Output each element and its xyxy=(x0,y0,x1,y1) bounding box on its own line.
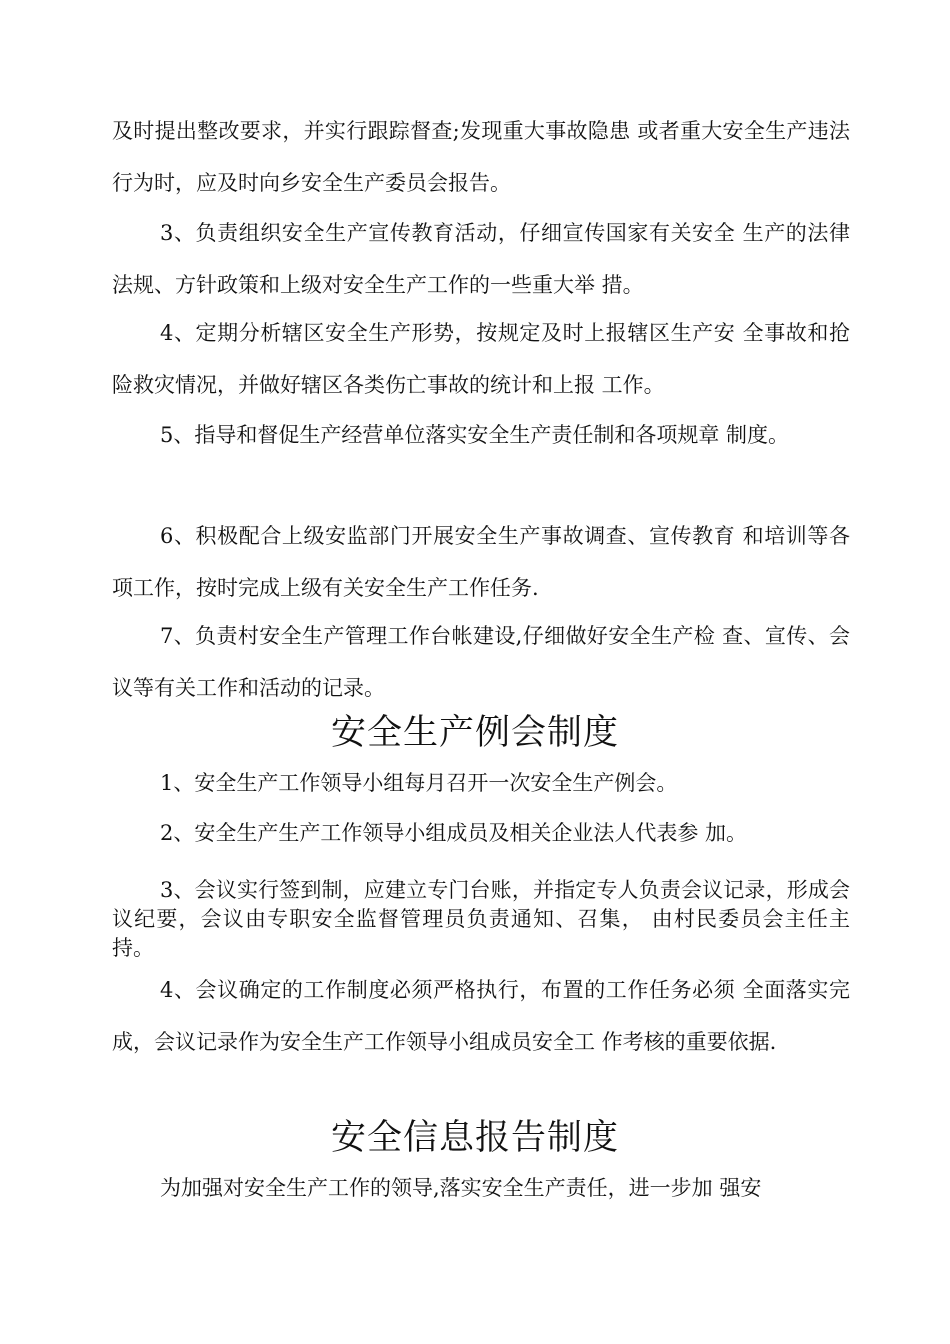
info-report-intro: 为加强对安全生产工作的领导,落实安全生产责任，进一步加 强安 xyxy=(160,1176,762,1200)
paragraph-continued: 及时提出整改要求，并实行跟踪督查;发现重大事故隐患 或者重大安全生产违法行为时，应及时向乡安全生产委员会报告。 xyxy=(112,119,850,195)
paragraph-item-5: 5、指导和督促生产经营单位落实安全生产责任制和各项规章 制度。 xyxy=(160,423,790,447)
section-title-info-report: 安全信息报告制度 xyxy=(330,1118,619,1158)
paragraph-item-3: 3、负责组织安全生产宣传教育活动，仔细宣传国家有关安全 生产的法律法规、方针政策和上级对安全生产工作的一些重大举 措。 xyxy=(112,221,850,297)
paragraph-item-6: 6、积极配合上级安监部门开展安全生产事故调查、宣传教育 和培训等各项工作，按时完成上级有关安全生产工作任务. xyxy=(112,524,850,600)
meeting-item-1: 1、安全生产工作领导小组每月召开一次安全生产例会。 xyxy=(160,771,678,795)
meeting-item-4: 4、会议确定的工作制度必须严格执行，布置的工作任务必须 全面落实完成，会议记录作为安全生产工作领导小组成员安全工 作考核的重要依据. xyxy=(112,978,850,1054)
meeting-item-3: 3、会议实行签到制，应建立专门台账，并指定专人负责会议记录，形成会议纪要，会议由专职安全监督管理员负责通知、召集， 由村民委员会主任主持。 xyxy=(112,878,850,960)
meeting-item-2: 2、安全生产生产工作领导小组成员及相关企业法人代表参 加。 xyxy=(160,821,748,845)
paragraph-item-7: 7、负责村安全生产管理工作台帐建设,仔细做好安全生产检 查、宣传、会议等有关工作和活动的记录。 xyxy=(112,624,850,700)
section-title-safety-meeting: 安全生产例会制度 xyxy=(330,713,619,753)
paragraph-item-4: 4、定期分析辖区安全生产形势，按规定及时上报辖区生产安 全事故和抢险救灾情况，并做好辖区各类伤亡事故的统计和上报 工作。 xyxy=(112,321,850,397)
